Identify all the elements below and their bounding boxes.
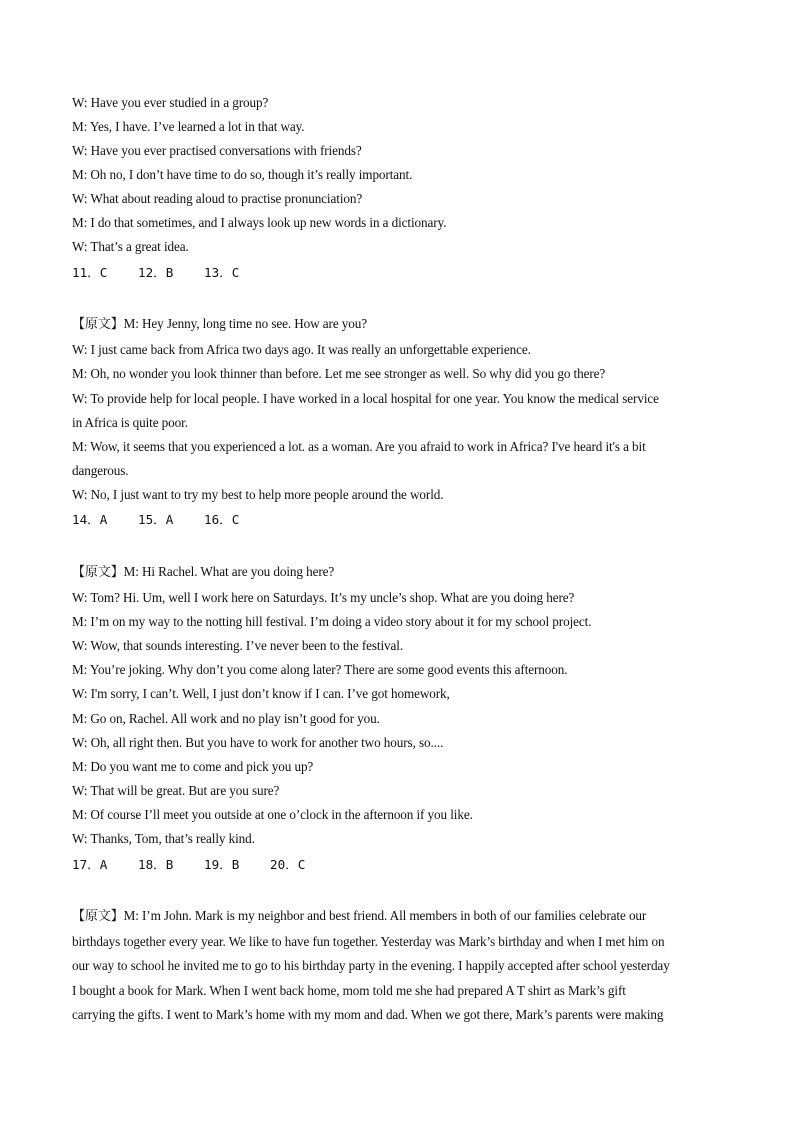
source-text-tag: 【原文】 (72, 909, 124, 924)
dialogue-line: M: Do you want me to come and pick you up? (72, 759, 314, 774)
passage-text: M: I’m John. Mark is my neighbor and best friend. All members in both of our families celebrate our (123, 908, 647, 923)
dialogue-line: W: That will be great. But are you sure? (72, 783, 280, 798)
dialogue-line: W: I just came back from Africa two days ago. It was really an unforgettable experience. (72, 342, 531, 357)
dialogue-line: W: That’s a great idea. (72, 239, 189, 254)
dialogue-line: M: Of course I’ll meet you outside at one o’clock in the afternoon if you like. (72, 807, 473, 822)
dialogue-line: W: No, I just want to try my best to help more people around the world. (72, 487, 444, 502)
dialogue-line: W: What about reading aloud to practise pronunciation? (72, 191, 363, 206)
passage-line: I bought a book for Mark. When I went back home, mom told me she had prepared A T shirt as Mark’s gift (72, 983, 626, 998)
dialogue-line: M: Yes, I have. I’ve learned a lot in that way. (72, 119, 305, 134)
dialogue-line: W: Oh, all right then. But you have to work for another two hours, so.... (72, 735, 444, 750)
dialogue-line: W: I'm sorry, I can’t. Well, I just don’t know if I can. I’ve got homework, (72, 686, 450, 701)
answer-item: 18．B (138, 857, 174, 872)
answer-key (72, 512, 270, 528)
answer-item: 15．A (138, 512, 174, 527)
answer-key (72, 265, 270, 281)
dialogue-line: M: Oh no, I don’t have time to do so, though it’s really important. (72, 167, 413, 182)
dialogue-line: M: I do that sometimes, and I always look up new words in a dictionary. (72, 215, 447, 230)
dialogue-line: M: Wow, it seems that you experienced a lot. as a woman. Are you afraid to work in Africa? I've heard it's a bit (72, 439, 646, 454)
dialogue-line: M: Oh, no wonder you look thinner than before. Let me see stronger as well. So why did you go there? (72, 366, 606, 381)
source-text-tag: 【原文】 (72, 565, 124, 580)
passage-line: birthdays together every year. We like to have fun together. Yesterday was Mark’s birthday and when I met him on (72, 934, 665, 949)
passage-line (72, 908, 732, 925)
answer-item: 16．C (204, 512, 240, 527)
answer-item: 12．B (138, 265, 174, 280)
dialogue-line: dangerous. (72, 463, 129, 478)
dialogue-line (72, 564, 732, 581)
dialogue-line: W: Have you ever studied in a group? (72, 95, 269, 110)
dialogue-text: M: Hey Jenny, long time no see. How are you? (123, 316, 368, 331)
answer-item: 13．C (204, 265, 240, 280)
dialogue-text: M: Hi Rachel. What are you doing here? (123, 564, 335, 579)
answer-item: 20．C (270, 857, 306, 872)
dialogue-line: W: Wow, that sounds interesting. I’ve never been to the festival. (72, 638, 404, 653)
passage-line: our way to school he invited me to go to his birthday party in the evening. I happily accepted after school yesterday (72, 958, 670, 973)
dialogue-line: M: I’m on my way to the notting hill festival. I’m doing a video story about it for my school project. (72, 614, 592, 629)
answer-item: 11．C (72, 265, 108, 280)
dialogue-line: M: Go on, Rachel. All work and no play isn’t good for you. (72, 711, 380, 726)
dialogue-line: W: Have you ever practised conversations with friends? (72, 143, 362, 158)
dialogue-line: M: You’re joking. Why don’t you come along later? There are some good events this afternoon. (72, 662, 568, 677)
answer-item: 17．A (72, 857, 108, 872)
dialogue-line (72, 316, 732, 333)
dialogue-line: in Africa is quite poor. (72, 415, 188, 430)
passage-line: carrying the gifts. I went to Mark’s home with my mom and dad. When we got there, Mark’s parents were making (72, 1007, 664, 1022)
dialogue-line: W: Tom? Hi. Um, well I work here on Saturdays. It’s my uncle’s shop. What are you doing here? (72, 590, 575, 605)
answer-item: 14．A (72, 512, 108, 527)
dialogue-line: W: Thanks, Tom, that’s really kind. (72, 831, 255, 846)
source-text-tag: 【原文】 (72, 317, 124, 332)
answer-item: 19．B (204, 857, 240, 872)
answer-key (72, 857, 336, 873)
dialogue-line: W: To provide help for local people. I have worked in a local hospital for one year. You know the medical service (72, 391, 659, 406)
